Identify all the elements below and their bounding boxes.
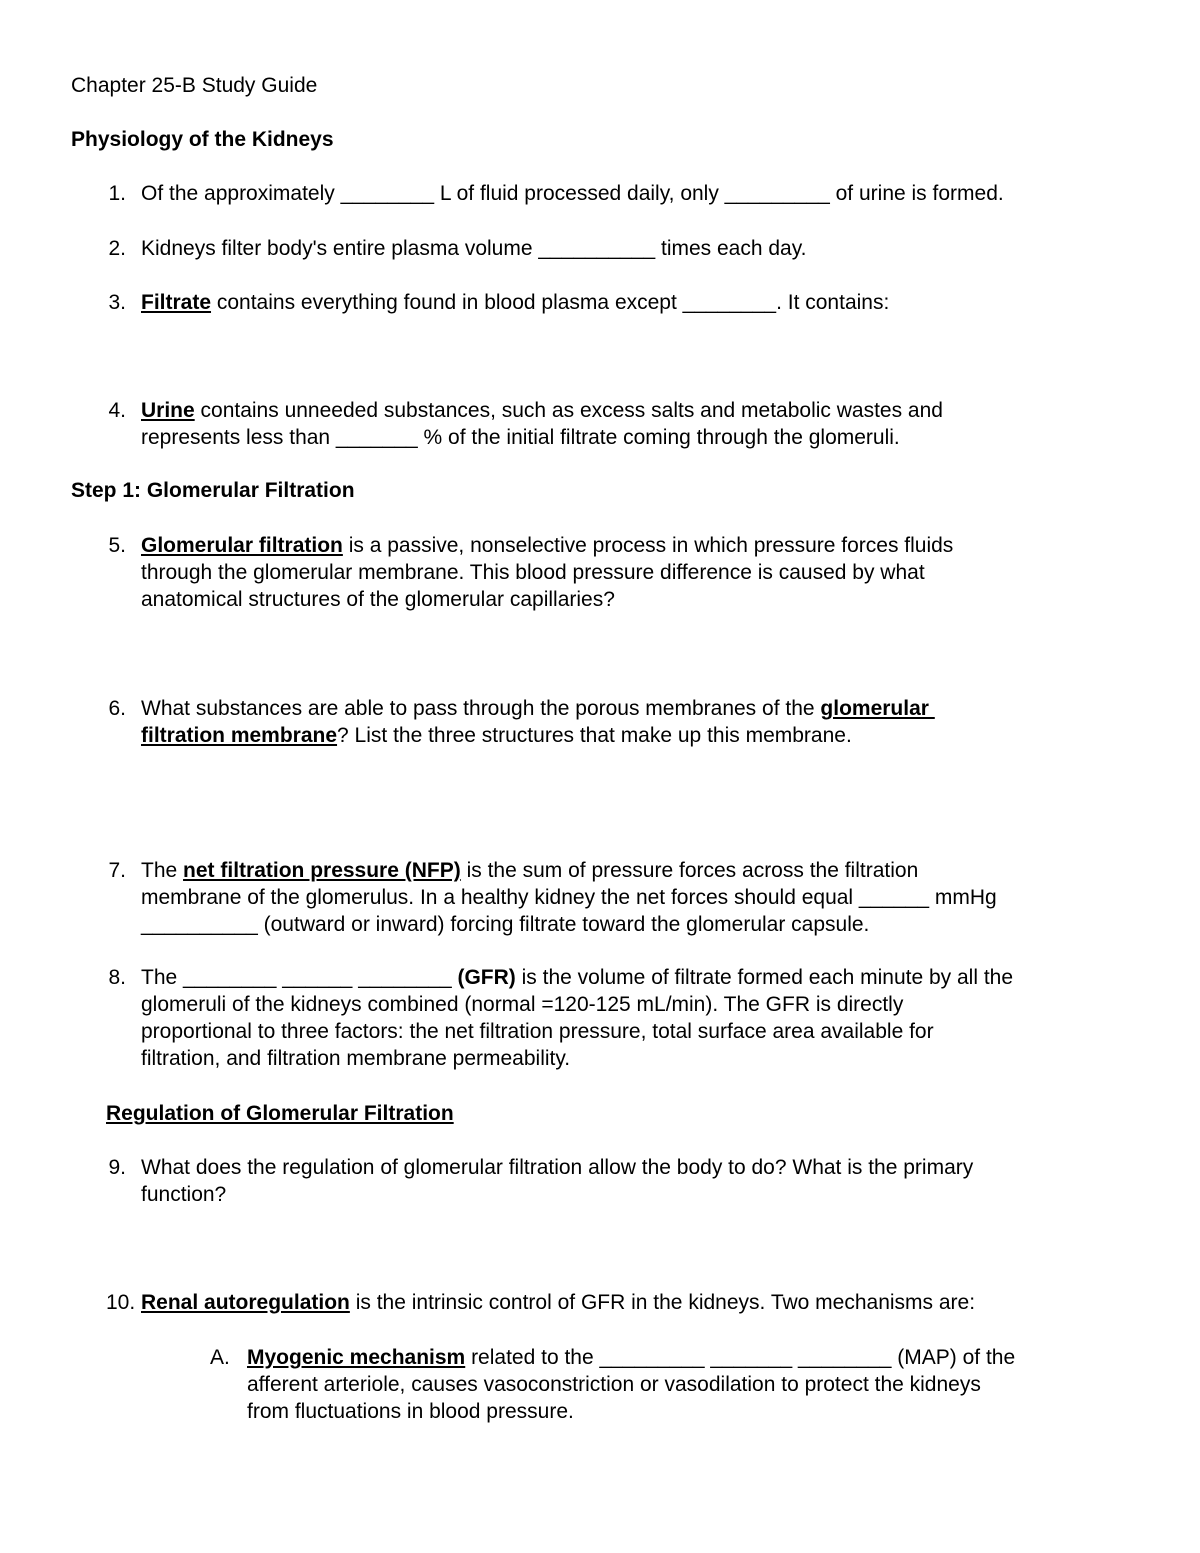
question-number: 10. [106,1291,136,1314]
key-term: Glomerular filtration [141,534,343,557]
document-title: Chapter 25-B Study Guide [71,74,318,97]
section-heading-regulation: Regulation of Glomerular Filtration [106,1102,454,1125]
question-text: Kidneys filter body's entire plasma volume __________ times each day. [141,237,807,260]
question-text: Glomerular filtration is a passive, nonselective process in which pressure forces fluids through the glomerular membrane. This blood pressure difference is caused by what anatomical structures of the glomerular capillaries? [141,534,954,611]
sub-question-letter: A. [210,1346,230,1369]
question-number: 6. [108,697,126,720]
question-text: The net filtration pressure (NFP) is the sum of pressure forces across the filtration membrane of the glomerulus. In a healthy kidney the net forces should equal ______ mmHg __________ (outward or inward) forcing filtrate toward the glomerular capsule. [141,859,997,936]
key-term: net filtration pressure (NFP) [183,859,461,882]
sub-question-text: Myogenic mechanism related to the _________ _______ ________ (MAP) of the afferent arteriole, causes vasoconstriction or vasodilation to protect the kidneys from fluctuations in blood pressure. [247,1346,1016,1423]
key-term: (GFR) [457,966,516,989]
question-number: 3. [108,291,126,314]
section-heading-physiology: Physiology of the Kidneys [71,128,334,151]
question-text: Urine contains unneeded substances, such as excess salts and metabolic wastes and represents less than _______ % of the initial filtrate coming through the glomeruli. [141,399,943,449]
key-term: Filtrate [141,291,212,314]
question-number: 5. [108,534,126,557]
question-text: What does the regulation of glomerular filtration allow the body to do? What is the primary function? [141,1156,974,1206]
question-text: Renal autoregulation is the intrinsic control of GFR in the kidneys. Two mechanisms are: [141,1291,976,1314]
question-text: Filtrate contains everything found in blood plasma except ________. It contains: [141,291,890,314]
question-number: 7. [108,859,126,882]
question-text: The ________ ______ ________ (GFR) is the volume of filtrate formed each minute by all the glomeruli of the kidneys combined (normal =120-125 mL/min). The GFR is directly proportional to three factors: the net filtration pressure, total surface area available for filtration, and filtration membrane permeability. [141,966,1014,1070]
question-text: What substances are able to pass through the porous membranes of the glomerular filtration membrane? List the three structures that make up this membrane. [141,697,935,747]
question-number: 8. [108,966,126,989]
key-term: glomerular [820,697,935,720]
question-number: 4. [108,399,126,422]
question-text: Of the approximately ________ L of fluid processed daily, only _________ of urine is formed. [141,182,1004,205]
question-number: 9. [108,1156,126,1179]
section-heading-step1: Step 1: Glomerular Filtration [71,479,355,502]
question-number: 2. [108,237,126,260]
key-term: filtration membrane [141,724,338,747]
key-term: Urine [141,399,195,422]
key-term: Myogenic mechanism [247,1346,466,1369]
key-term: Renal autoregulation [141,1291,350,1314]
question-number: 1. [108,182,126,205]
